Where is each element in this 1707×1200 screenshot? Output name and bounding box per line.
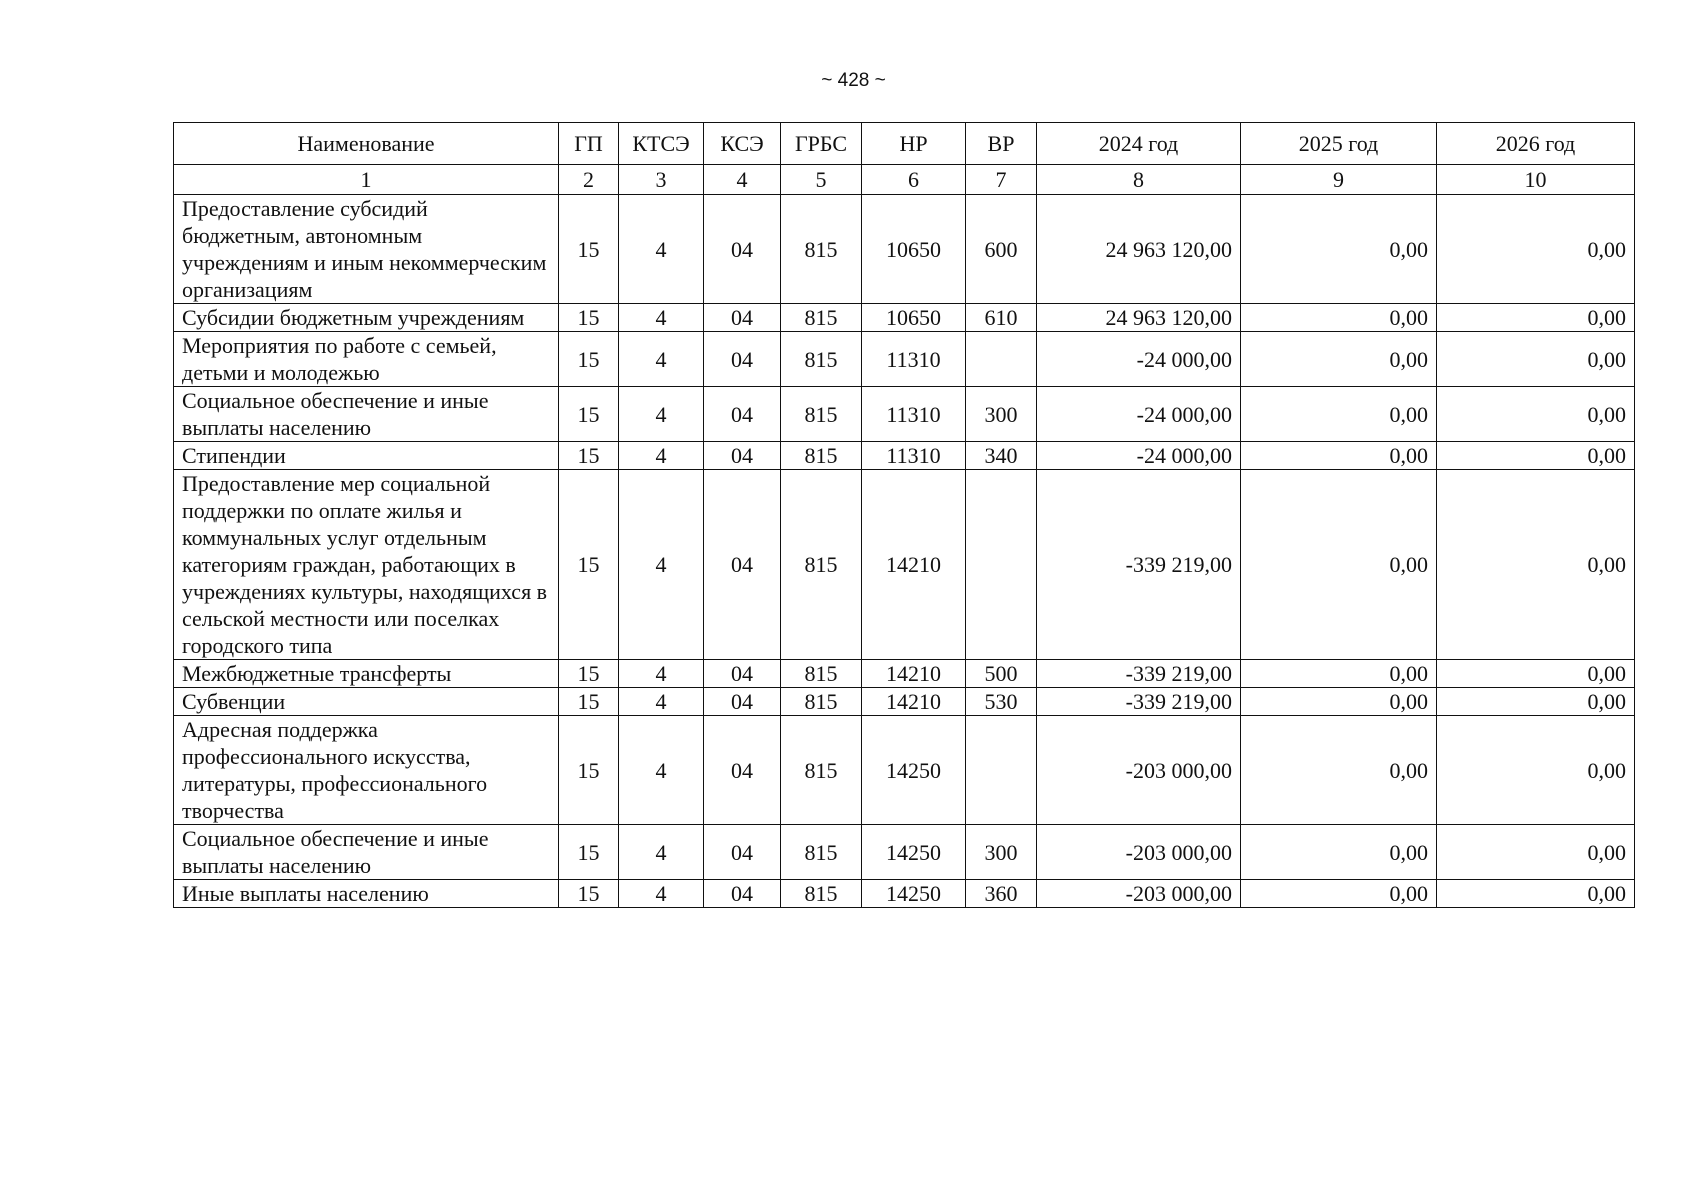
table-row [174, 195, 1635, 304]
cell-ktse: 4 [619, 716, 704, 825]
cell-2024: -24 000,00 [1037, 442, 1241, 470]
cell-name: Социальное обеспечение и иные выплаты населению [174, 387, 559, 442]
cell-2025: 0,00 [1241, 880, 1437, 908]
table-row [174, 716, 1635, 825]
page-number: ~ 428 ~ [821, 70, 886, 91]
cell-kse: 04 [704, 660, 781, 688]
cell-2024: -339 219,00 [1037, 688, 1241, 716]
column-number: 2 [559, 165, 619, 195]
column-number: 4 [704, 165, 781, 195]
header-cell-vr: ВР [966, 123, 1037, 165]
cell-2026: 0,00 [1437, 332, 1635, 387]
table-row [174, 660, 1635, 688]
cell-vr: 300 [966, 825, 1037, 880]
cell-2025: 0,00 [1241, 688, 1437, 716]
cell-nr: 11310 [862, 442, 966, 470]
cell-2024: 24 963 120,00 [1037, 195, 1241, 304]
cell-2026: 0,00 [1437, 688, 1635, 716]
cell-grbs: 815 [781, 660, 862, 688]
cell-vr: 500 [966, 660, 1037, 688]
cell-2026: 0,00 [1437, 304, 1635, 332]
cell-nr: 14210 [862, 688, 966, 716]
header-cell-kse: КСЭ [704, 123, 781, 165]
cell-kse: 04 [704, 387, 781, 442]
cell-nr: 14250 [862, 825, 966, 880]
cell-ktse: 4 [619, 387, 704, 442]
cell-name: Предоставление мер социальной поддержки по оплате жилья и коммунальных услуг отдельным категориям граждан, работающих в учреждениях культуры, находящихся в сельской местности или поселках городского типа [174, 470, 559, 660]
cell-2026: 0,00 [1437, 387, 1635, 442]
cell-2025: 0,00 [1241, 825, 1437, 880]
cell-ktse: 4 [619, 660, 704, 688]
cell-gp: 15 [559, 825, 619, 880]
table-row [174, 880, 1635, 908]
cell-gp: 15 [559, 660, 619, 688]
table-row [174, 688, 1635, 716]
cell-nr: 11310 [862, 387, 966, 442]
cell-kse: 04 [704, 332, 781, 387]
header-cell-grbs: ГРБС [781, 123, 862, 165]
cell-2024: -339 219,00 [1037, 660, 1241, 688]
cell-grbs: 815 [781, 387, 862, 442]
cell-vr: 340 [966, 442, 1037, 470]
cell-ktse: 4 [619, 470, 704, 660]
cell-nr: 14210 [862, 470, 966, 660]
column-number: 9 [1241, 165, 1437, 195]
column-number: 1 [174, 165, 559, 195]
cell-ktse: 4 [619, 195, 704, 304]
cell-2025: 0,00 [1241, 660, 1437, 688]
column-number: 7 [966, 165, 1037, 195]
cell-nr: 10650 [862, 304, 966, 332]
cell-ktse: 4 [619, 304, 704, 332]
table-row [174, 825, 1635, 880]
cell-kse: 04 [704, 825, 781, 880]
header-cell-name: Наименование [174, 123, 559, 165]
table-row [174, 387, 1635, 442]
cell-2025: 0,00 [1241, 442, 1437, 470]
cell-grbs: 815 [781, 442, 862, 470]
cell-gp: 15 [559, 688, 619, 716]
column-number: 5 [781, 165, 862, 195]
cell-nr: 14250 [862, 716, 966, 825]
cell-ktse: 4 [619, 332, 704, 387]
cell-name: Адресная поддержка профессионального искусства, литературы, профессионального творчества [174, 716, 559, 825]
cell-kse: 04 [704, 442, 781, 470]
column-number-row [174, 165, 1635, 195]
cell-gp: 15 [559, 195, 619, 304]
cell-name: Мероприятия по работе с семьей, детьми и молодежью [174, 332, 559, 387]
cell-name: Субвенции [174, 688, 559, 716]
cell-2026: 0,00 [1437, 470, 1635, 660]
cell-grbs: 815 [781, 688, 862, 716]
cell-ktse: 4 [619, 880, 704, 908]
cell-vr [966, 716, 1037, 825]
cell-gp: 15 [559, 716, 619, 825]
cell-kse: 04 [704, 470, 781, 660]
cell-2026: 0,00 [1437, 716, 1635, 825]
cell-ktse: 4 [619, 442, 704, 470]
column-number: 8 [1037, 165, 1241, 195]
table-row [174, 470, 1635, 660]
cell-2026: 0,00 [1437, 825, 1635, 880]
column-number: 6 [862, 165, 966, 195]
cell-name: Социальное обеспечение и иные выплаты населению [174, 825, 559, 880]
cell-kse: 04 [704, 304, 781, 332]
cell-2025: 0,00 [1241, 304, 1437, 332]
table-row [174, 442, 1635, 470]
cell-name: Стипендии [174, 442, 559, 470]
cell-2024: -203 000,00 [1037, 880, 1241, 908]
cell-gp: 15 [559, 304, 619, 332]
cell-name: Субсидии бюджетным учреждениям [174, 304, 559, 332]
header-cell-gp: ГП [559, 123, 619, 165]
cell-vr: 610 [966, 304, 1037, 332]
header-cell-nr: НР [862, 123, 966, 165]
cell-vr [966, 470, 1037, 660]
cell-grbs: 815 [781, 332, 862, 387]
cell-ktse: 4 [619, 825, 704, 880]
cell-2024: -203 000,00 [1037, 825, 1241, 880]
cell-2024: -203 000,00 [1037, 716, 1241, 825]
table-row [174, 304, 1635, 332]
cell-gp: 15 [559, 470, 619, 660]
cell-gp: 15 [559, 387, 619, 442]
cell-nr: 10650 [862, 195, 966, 304]
cell-2024: -339 219,00 [1037, 470, 1241, 660]
cell-name: Иные выплаты населению [174, 880, 559, 908]
cell-gp: 15 [559, 880, 619, 908]
cell-nr: 14250 [862, 880, 966, 908]
header-row [174, 123, 1635, 165]
table-row [174, 332, 1635, 387]
cell-vr: 530 [966, 688, 1037, 716]
cell-nr: 14210 [862, 660, 966, 688]
cell-2025: 0,00 [1241, 470, 1437, 660]
cell-2026: 0,00 [1437, 195, 1635, 304]
cell-grbs: 815 [781, 716, 862, 825]
cell-vr: 300 [966, 387, 1037, 442]
cell-2024: -24 000,00 [1037, 387, 1241, 442]
cell-name: Предоставление субсидий бюджетным, автономным учреждениям и иным некоммерческим организациям [174, 195, 559, 304]
cell-gp: 15 [559, 442, 619, 470]
cell-2026: 0,00 [1437, 880, 1635, 908]
cell-2025: 0,00 [1241, 195, 1437, 304]
cell-grbs: 815 [781, 825, 862, 880]
cell-vr: 360 [966, 880, 1037, 908]
cell-name: Межбюджетные трансферты [174, 660, 559, 688]
cell-2025: 0,00 [1241, 332, 1437, 387]
cell-kse: 04 [704, 880, 781, 908]
cell-2024: -24 000,00 [1037, 332, 1241, 387]
cell-ktse: 4 [619, 688, 704, 716]
cell-2026: 0,00 [1437, 442, 1635, 470]
cell-grbs: 815 [781, 195, 862, 304]
cell-nr: 11310 [862, 332, 966, 387]
cell-2026: 0,00 [1437, 660, 1635, 688]
column-number: 10 [1437, 165, 1635, 195]
header-cell-2025: 2025 год [1241, 123, 1437, 165]
cell-kse: 04 [704, 716, 781, 825]
cell-grbs: 815 [781, 470, 862, 660]
header-cell-2026: 2026 год [1437, 123, 1635, 165]
cell-grbs: 815 [781, 304, 862, 332]
cell-grbs: 815 [781, 880, 862, 908]
cell-gp: 15 [559, 332, 619, 387]
header-cell-ktse: КТСЭ [619, 123, 704, 165]
cell-2025: 0,00 [1241, 716, 1437, 825]
budget-table [173, 122, 1635, 908]
cell-2024: 24 963 120,00 [1037, 304, 1241, 332]
cell-vr: 600 [966, 195, 1037, 304]
cell-2025: 0,00 [1241, 387, 1437, 442]
column-number: 3 [619, 165, 704, 195]
cell-vr [966, 332, 1037, 387]
cell-kse: 04 [704, 688, 781, 716]
header-cell-2024: 2024 год [1037, 123, 1241, 165]
cell-kse: 04 [704, 195, 781, 304]
